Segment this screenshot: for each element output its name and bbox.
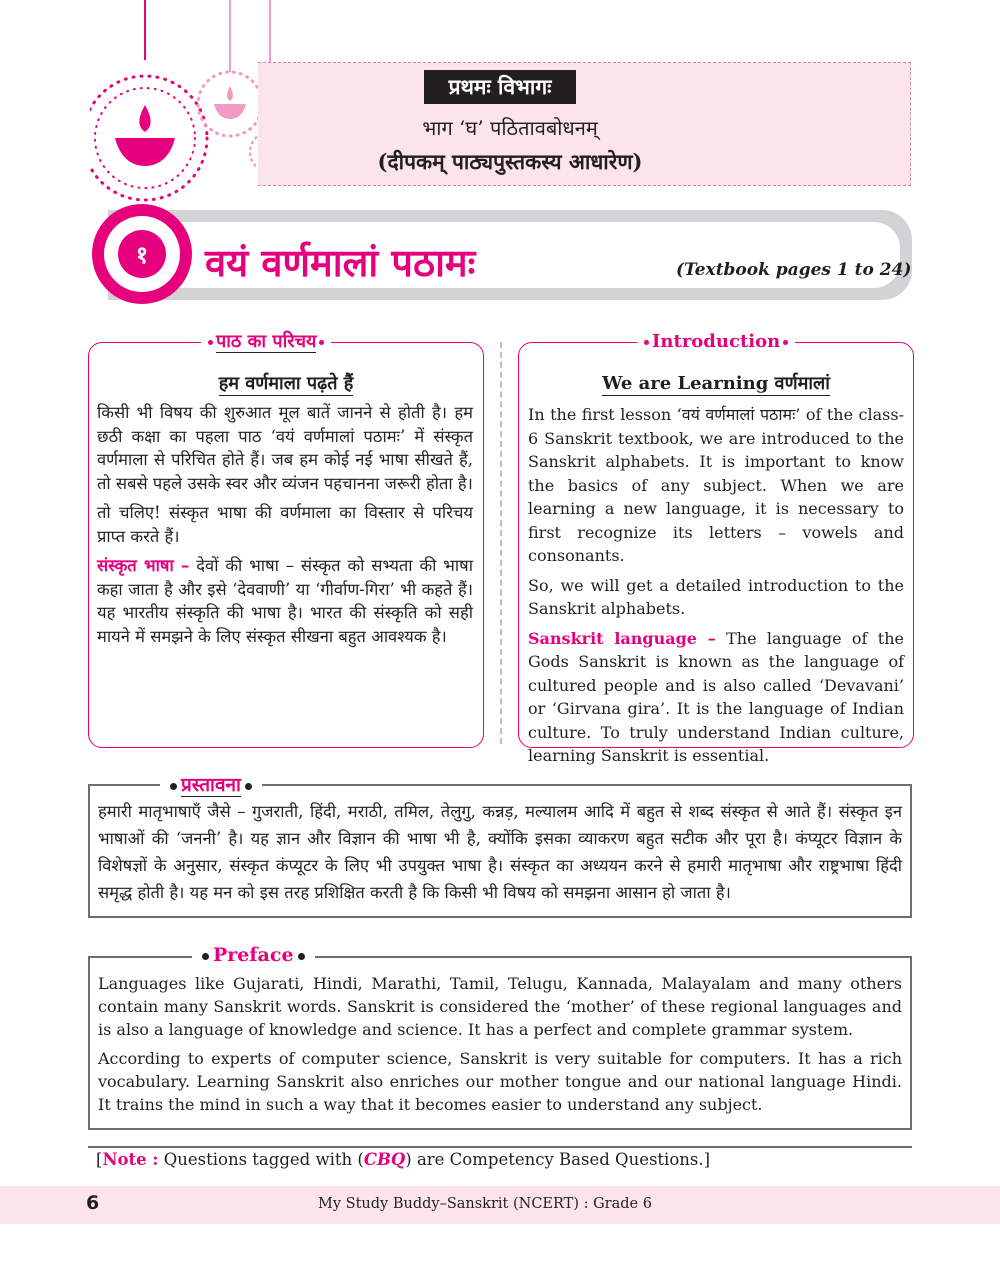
prastavana-box <box>88 774 912 918</box>
note-text-before: Questions tagged with ( <box>158 1150 364 1169</box>
chapter-title: वयं वर्णमालां पठामः <box>205 240 476 285</box>
preface-box <box>88 944 912 1130</box>
english-intro-box <box>518 331 914 765</box>
bullet-icon <box>170 783 177 790</box>
section-source: (दीपकम् पाठ्यपुस्तकस्य आधारेण) <box>377 149 643 174</box>
english-intro-para3-lead: Sanskrit language – <box>528 628 716 648</box>
page-number: 6 <box>86 1192 100 1214</box>
bullet-icon <box>245 783 252 790</box>
prastavana-label <box>160 771 262 797</box>
prastavana-label-text: प्रस्तावना <box>181 774 241 796</box>
english-intro-label <box>637 331 795 352</box>
cbq-tag: CBQ <box>363 1150 406 1169</box>
lamp-large-icon <box>90 0 207 200</box>
hindi-intro-label-text: पाठ का परिचय <box>216 331 317 352</box>
prastavana-text: हमारी मातृभाषाएँ जैसे – गुजराती, हिंदी, मराठी, तमिल, तेलुगु, कन्नड़, मल्यालम आदि में बहुत से शब्द संस्कृत से आते हैं। संस्कृत इन भाषाओं की ‘जननी’ है। यह ज्ञान और विज्ञान की भाषा भी है, क्योंकि इसका व्याकरण बहुत सटीक और पूरा है। कंप्यूटर विज्ञान के विशेषज्ञों के अनुसार, संस्कृत कंप्यूटर के लिए भी उपयुक्त भाषा है। संस्कृत का अध्ययन करने से हमारी मातृभाषा और राष्ट्रभाषा हिंदी समृद्ध होती है। यह मन को इस तरह प्रशिक्षित करती है कि किसी भी विषय को समझना आसान हो जाता है। <box>98 802 902 902</box>
chapter-number: १ <box>118 230 166 278</box>
bullet-icon <box>298 953 305 960</box>
preface-para2: According to experts of computer science, Sanskrit is very suitable for computers. It has a rich vocabulary. Learning Sanskrit also enriches our mother tongue and our national language Hindi. It trains the mind in such a way that it becomes easier to understand any subject. <box>98 1049 902 1114</box>
english-intro-para3 <box>528 627 904 768</box>
bullet-icon <box>783 340 788 345</box>
bullet-icon <box>319 340 324 345</box>
note-rule <box>88 1146 912 1148</box>
english-intro-para2: So, we will get a detailed introduction to the Sanskrit alphabets. <box>528 575 904 618</box>
preface-para1: Languages like Gujarati, Hindi, Marathi, Tamil, Telugu, Kannada, Malayalam and many others contain many Sanskrit words. Sanskrit is considered the ‘mother’ of these regional languages and is also a language of knowledge and science. It has a perfect and complete grammar system. <box>98 974 902 1039</box>
preface-label <box>192 944 315 966</box>
column-divider <box>500 342 502 744</box>
hindi-intro-para2: तो चलिए! संस्कृत भाषा की वर्णमाला का विस्तार से परिचय प्राप्त करते हैं। <box>97 503 473 546</box>
hindi-intro-para3-lead: संस्कृत भाषा – <box>97 556 190 575</box>
bullet-icon <box>644 340 649 345</box>
footer-text: My Study Buddy–Sanskrit (NCERT) : Grade 6 <box>318 1196 652 1212</box>
hindi-intro-label <box>201 329 331 353</box>
chapter-pages: (Textbook pages 1 to 24) <box>676 260 912 280</box>
bullet-icon <box>202 953 209 960</box>
lamp-medium-icon <box>198 0 262 136</box>
section-title: प्रथमः विभागः <box>424 70 576 104</box>
note-bracket: [ <box>96 1150 103 1169</box>
preface-body <box>98 972 902 1122</box>
hindi-intro-box <box>88 331 484 748</box>
section-subtitle: भाग ‘घ’ पठितावबोधनम् <box>422 116 598 140</box>
note <box>96 1150 710 1169</box>
preface-label-text: Preface <box>213 944 294 966</box>
hindi-intro-para1: किसी भी विषय की शुरुआत मूल बातें जानने से होती है। हम छठी कक्षा का पहला पाठ ‘वयं वर्णमालां पठामः’ में संस्कृत वर्णमाला से परिचित होते हैं। जब हम कोई नई भाषा सीखते हैं, तो सबसे पहले उसके स्वर और व्यंजन पहचानना जरूरी होता है। <box>97 403 473 493</box>
hindi-intro-subheading: हम वर्णमाला पढ़ते हैं <box>218 373 354 394</box>
english-intro-para3-text: The language of the Gods Sanskrit is known as the language of cultured people and is also called ‘Devavani’ or ‘Girvana gira’. It is the language of Indian culture. To truly understand Indian culture, learning Sanskrit is essential. <box>528 628 904 765</box>
note-text-after: ) are Competency Based Questions.] <box>405 1150 711 1169</box>
note-label: Note : <box>102 1150 159 1169</box>
english-intro-para1: In the first lesson ‘वयं वर्णमालां पठामः’ of the class-6 Sanskrit textbook, we are introduced to the Sanskrit alphabets. It is important to know the basics of any subject. When we are learning a new language, it is necessary to first recognize its letters – vowels and consonants. <box>528 405 904 565</box>
english-intro-body <box>528 403 904 774</box>
hindi-intro-para3-text: देवों की भाषा – संस्कृत को सभ्यता की भाषा कहा जाता है और इसे ‘देववाणी’ या ‘गीर्वाण-गिरा’ भी कहते हैं। यह भारतीय संस्कृति की भाषा है। भारत की संस्कृति को सही मायने में समझने के लिए संस्कृत सीखना बहुत आवश्यक है। <box>97 556 473 646</box>
english-intro-label-text: Introduction <box>652 331 781 352</box>
bullet-icon <box>208 340 213 345</box>
hindi-intro-body <box>97 401 473 654</box>
english-intro-subheading: We are Learning वर्णमालां <box>602 373 830 394</box>
hindi-intro-para3 <box>97 554 473 648</box>
